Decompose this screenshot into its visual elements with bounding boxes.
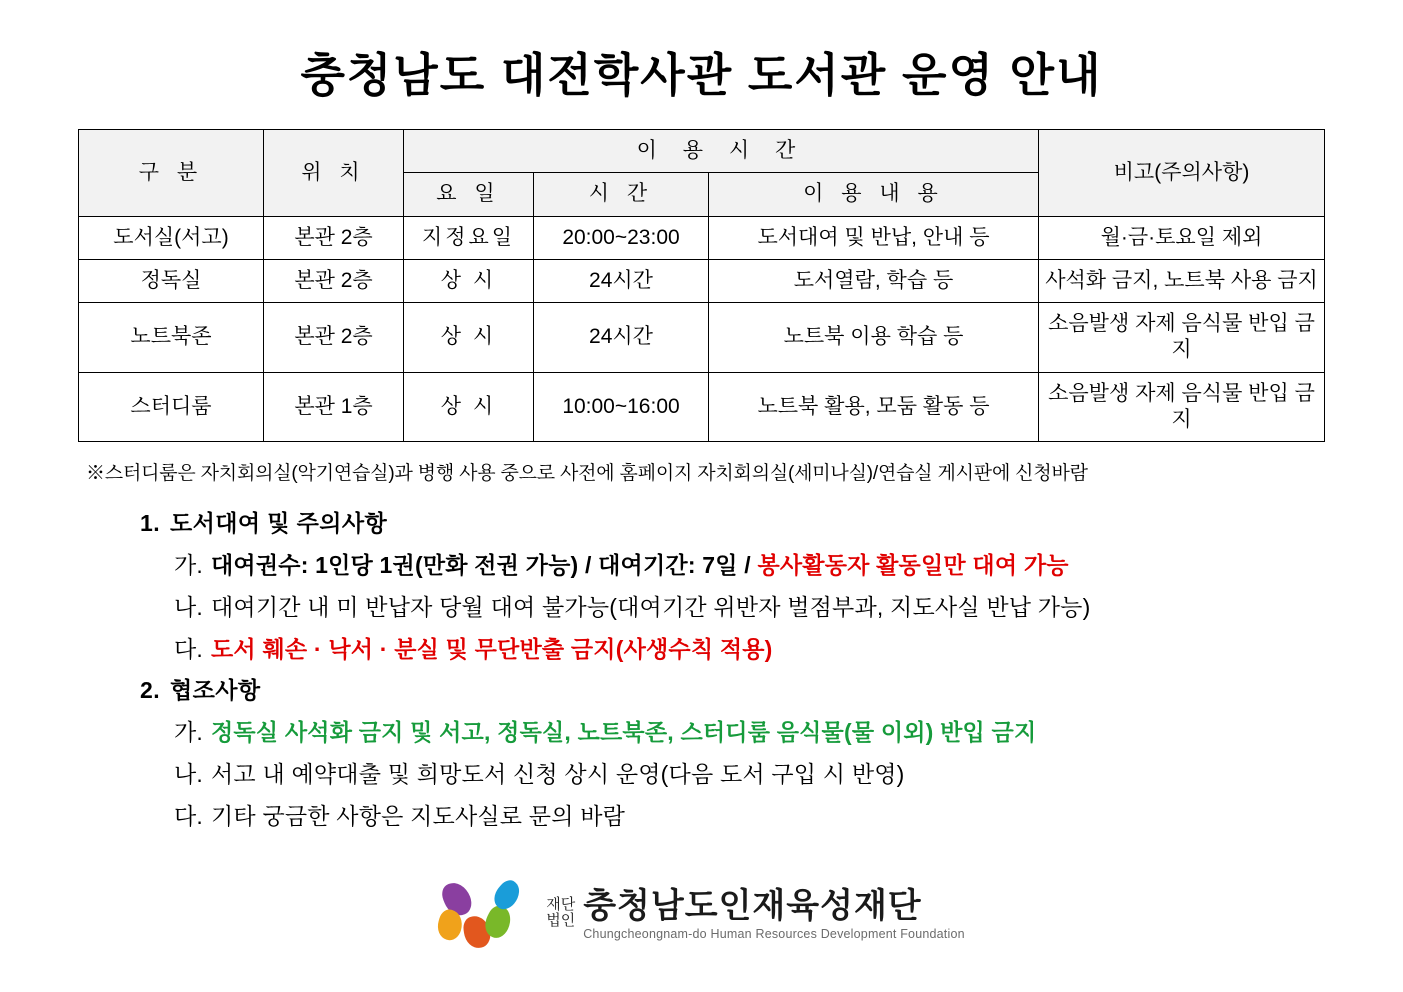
- logo-prefix-line1: 재단: [546, 896, 576, 914]
- table-row: [79, 372, 1325, 442]
- cell-gubun: 노트북존: [79, 303, 264, 373]
- cell-gubun: 스터디룸: [79, 372, 264, 442]
- cell-naeyong: 도서열람, 학습 등: [709, 259, 1039, 302]
- item-label: 나.: [174, 594, 204, 621]
- cell-bigo: 월·금·토요일 제외: [1039, 216, 1325, 259]
- item-text: 대여기간 내 미 반납자 당월 대여 불가능(대여기간 위반자 벌점부과, 지도사실 반납 가능): [211, 594, 1091, 621]
- page-title: 충청남도 대전학사관 도서관 운영 안내: [300, 49, 1103, 101]
- table-footnote: ※스터디룸은 자치회의실(악기연습실)과 병행 사용 중으로 사전에 홈페이지 자치회의실(세미나실)/연습실 게시판에 신청바람: [86, 463, 1088, 485]
- cell-sigan: 10:00~16:00: [534, 372, 709, 442]
- cell-naeyong: 노트북 이용 학습 등: [709, 303, 1039, 373]
- logo-prefix-line2: 법인: [546, 912, 576, 930]
- header-naeyong: 이 용 내 용: [709, 173, 1039, 216]
- notice-content: [140, 505, 1329, 831]
- cell-naeyong: 도서대여 및 반납, 안내 등: [709, 216, 1039, 259]
- cell-sigan: 20:00~23:00: [534, 216, 709, 259]
- library-operation-table: [78, 129, 1325, 442]
- logo-name-en: Chungcheongnam-do Human Resources Development Foundation: [583, 926, 965, 941]
- cell-wichi: 본관 2층: [264, 216, 404, 259]
- foundation-logo: [438, 880, 965, 950]
- item-text-highlight: 정독실 사석화 금지 및 서고, 정독실, 노트북존, 스터디룸 음식물(물 이외) 반입 금지: [211, 719, 1037, 746]
- list-item: [174, 714, 1329, 747]
- cell-gubun: 도서실(서고): [79, 216, 264, 259]
- cell-sigan: 24시간: [534, 303, 709, 373]
- table-header-row-1: [79, 130, 1325, 173]
- logo-petals-icon: [438, 880, 534, 950]
- section-title: 도서대여 및 주의사항: [169, 510, 388, 537]
- table-row: [79, 259, 1325, 302]
- logo-name-ko: 충청남도인재육성재단: [583, 887, 922, 926]
- cell-wichi: 본관 2층: [264, 303, 404, 373]
- item-text: 서고 내 예약대출 및 희망도서 신청 상시 운영(다음 도서 구입 시 반영): [211, 761, 905, 788]
- cell-bigo: 사석화 금지, 노트북 사용 금지: [1039, 259, 1325, 302]
- section-title: 협조사항: [169, 677, 261, 704]
- item-text-highlight: 도서 훼손 · 낙서 · 분실 및 무단반출 금지(사생수칙 적용): [211, 636, 773, 663]
- header-yoil: 요 일: [404, 173, 534, 216]
- logo-prefix: [546, 897, 575, 941]
- list-item: [174, 589, 1329, 622]
- cell-yoil: 상 시: [404, 372, 534, 442]
- section-number: 1.: [140, 510, 160, 537]
- list-item: [174, 756, 1329, 789]
- table-row: [79, 303, 1325, 373]
- table-row: [79, 216, 1325, 259]
- cell-bigo: 소음발생 자제 음식물 반입 금지: [1039, 372, 1325, 442]
- list-item: [174, 547, 1329, 580]
- header-sigan: 시 간: [534, 173, 709, 216]
- item-text: 대여권수: 1인당 1권(만화 전권 가능) / 대여기간: 7일 /: [211, 552, 758, 579]
- item-label: 다.: [174, 636, 204, 663]
- cell-gubun: 정독실: [79, 259, 264, 302]
- header-gubun: 구 분: [79, 130, 264, 217]
- footer: [0, 880, 1403, 950]
- header-wichi: 위 치: [264, 130, 404, 217]
- item-text-highlight: 봉사활동자 활동일만 대여 가능: [757, 552, 1069, 579]
- cell-naeyong: 노트북 활용, 모둠 활동 등: [709, 372, 1039, 442]
- item-text: 기타 궁금한 사항은 지도사실로 문의 바람: [211, 803, 626, 830]
- section-heading-2: [140, 672, 1329, 705]
- item-label: 다.: [174, 803, 204, 830]
- cell-wichi: 본관 2층: [264, 259, 404, 302]
- cell-bigo: 소음발생 자제 음식물 반입 금지: [1039, 303, 1325, 373]
- header-bigo: 비고(주의사항): [1039, 130, 1325, 217]
- cell-yoil: 지정요일: [404, 216, 534, 259]
- cell-wichi: 본관 1층: [264, 372, 404, 442]
- header-usage-time: 이 용 시 간: [404, 130, 1039, 173]
- list-item: [174, 798, 1329, 831]
- item-label: 나.: [174, 761, 204, 788]
- list-item: [174, 631, 1329, 664]
- section-heading-1: [140, 505, 1329, 538]
- cell-yoil: 상 시: [404, 303, 534, 373]
- cell-sigan: 24시간: [534, 259, 709, 302]
- section-number: 2.: [140, 677, 160, 704]
- cell-yoil: 상 시: [404, 259, 534, 302]
- item-label: 가.: [174, 552, 204, 579]
- item-label: 가.: [174, 719, 204, 746]
